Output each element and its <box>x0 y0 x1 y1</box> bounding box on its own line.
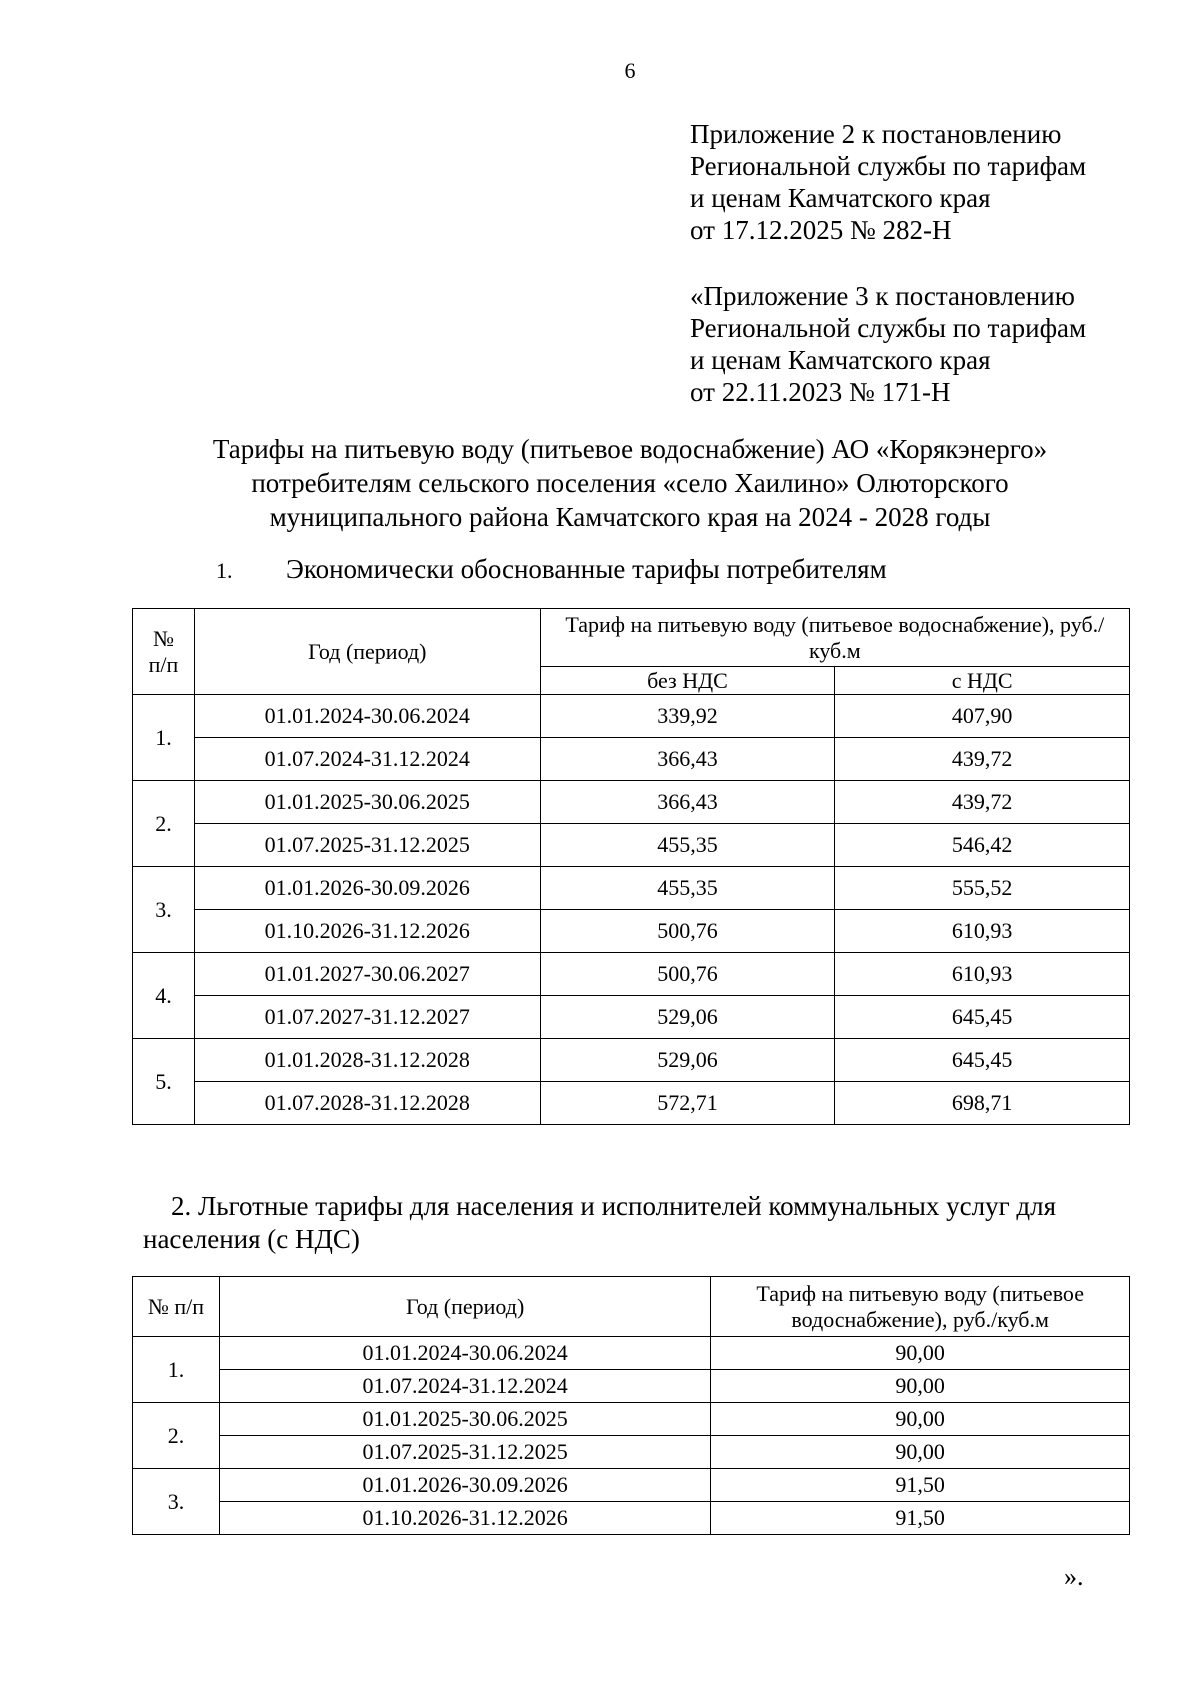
page-number: 6 <box>624 58 636 83</box>
section-2-line: населения (с НДС) <box>143 1224 360 1254</box>
appendix-line: Региональной службы по тарифам <box>690 313 1087 343</box>
tariff-cell: 91,50 <box>711 1469 1130 1502</box>
period-cell: 01.01.2024-30.06.2024 <box>194 695 540 738</box>
row-number: 3. <box>133 1469 220 1535</box>
appendix-line: и ценам Камчатского края <box>690 183 991 213</box>
period-cell: 01.01.2026-30.09.2026 <box>219 1469 710 1502</box>
period-cell: 01.01.2028-31.12.2028 <box>194 1039 540 1082</box>
preferential-tariffs-table <box>132 1276 1130 1535</box>
table-row <box>133 1436 1130 1469</box>
appendix-line: и ценам Камчатского края <box>690 345 991 375</box>
table-row <box>133 1469 1130 1502</box>
tariff-no-vat-cell: 529,06 <box>540 996 835 1039</box>
tariff-no-vat-cell: 339,92 <box>540 695 835 738</box>
table-row <box>133 1082 1130 1125</box>
appendix-line: от 22.11.2023 № 171-Н <box>690 377 951 407</box>
table-row <box>133 953 1130 996</box>
tariff-with-vat-cell: 439,72 <box>835 781 1130 824</box>
table-row <box>133 781 1130 824</box>
header-tariff: Тариф на питьевую воду (питьевое водоснабжение), руб./куб.м <box>711 1277 1130 1337</box>
tariff-cell: 90,00 <box>711 1337 1130 1370</box>
economic-tariffs-table <box>132 608 1130 1125</box>
appendix-line: Региональной службы по тарифам <box>690 151 1087 181</box>
section-title: Экономически обоснованные тарифы потребителям <box>286 554 887 584</box>
tariff-with-vat-cell: 645,45 <box>835 996 1130 1039</box>
period-cell: 01.01.2025-30.06.2025 <box>219 1403 710 1436</box>
section-1-heading <box>216 554 887 585</box>
header-with-vat: с НДС <box>835 667 1130 695</box>
tariff-cell: 90,00 <box>711 1436 1130 1469</box>
period-cell: 01.07.2024-31.12.2024 <box>219 1370 710 1403</box>
tariff-with-vat-cell: 610,93 <box>835 953 1130 996</box>
period-cell: 01.01.2026-30.09.2026 <box>194 867 540 910</box>
header-period: Год (период) <box>219 1277 710 1337</box>
tariff-with-vat-cell: 645,45 <box>835 1039 1130 1082</box>
table-row <box>133 1370 1130 1403</box>
period-cell: 01.07.2025-31.12.2025 <box>219 1436 710 1469</box>
period-cell: 01.07.2028-31.12.2028 <box>194 1082 540 1125</box>
closing-quote: ». <box>1064 1562 1084 1591</box>
header-number: № п/п <box>133 1277 220 1337</box>
row-number: 3. <box>133 867 195 953</box>
tariff-no-vat-cell: 529,06 <box>540 1039 835 1082</box>
row-number: 1. <box>133 1337 220 1403</box>
header-period: Год (период) <box>194 609 540 695</box>
tariff-with-vat-cell: 407,90 <box>835 695 1130 738</box>
row-number: 1. <box>133 695 195 781</box>
tariff-cell: 90,00 <box>711 1370 1130 1403</box>
title-line: муниципального района Камчатского края на 2024 - 2028 годы <box>269 502 991 532</box>
period-cell: 01.10.2026-31.12.2026 <box>219 1502 710 1535</box>
header-tariff: Тариф на питьевую воду (питьевое водоснабжение), руб./куб.м <box>540 609 1129 667</box>
tariff-no-vat-cell: 366,43 <box>540 781 835 824</box>
tariff-with-vat-cell: 439,72 <box>835 738 1130 781</box>
title-line: Тарифы на питьевую воду (питьевое водоснабжение) АО «Корякэнерго» <box>212 434 1048 464</box>
appendix-line: Приложение 2 к постановлению <box>690 119 1062 149</box>
section-2-heading <box>143 1190 1133 1256</box>
tariff-with-vat-cell: 610,93 <box>835 910 1130 953</box>
table-row <box>133 996 1130 1039</box>
period-cell: 01.01.2024-30.06.2024 <box>219 1337 710 1370</box>
period-cell: 01.01.2025-30.06.2025 <box>194 781 540 824</box>
tariff-no-vat-cell: 500,76 <box>540 910 835 953</box>
tariff-with-vat-cell: 698,71 <box>835 1082 1130 1125</box>
tariff-no-vat-cell: 572,71 <box>540 1082 835 1125</box>
appendix-line: от 17.12.2025 № 282-Н <box>690 215 952 245</box>
section-number: 1. <box>216 558 233 583</box>
period-cell: 01.01.2027-30.06.2027 <box>194 953 540 996</box>
tariff-cell: 91,50 <box>711 1502 1130 1535</box>
document-title <box>130 432 1130 534</box>
appendix-reference-old <box>690 280 1086 408</box>
tariff-no-vat-cell: 500,76 <box>540 953 835 996</box>
period-cell: 01.07.2024-31.12.2024 <box>194 738 540 781</box>
header-no-vat: без НДС <box>540 667 835 695</box>
period-cell: 01.07.2027-31.12.2027 <box>194 996 540 1039</box>
table-row <box>133 695 1130 738</box>
period-cell: 01.07.2025-31.12.2025 <box>194 824 540 867</box>
header-number: № п/п <box>133 609 195 695</box>
appendix-reference-new <box>690 118 1086 246</box>
table-row <box>133 1502 1130 1535</box>
table-row <box>133 1403 1130 1436</box>
row-number: 4. <box>133 953 195 1039</box>
table-row <box>133 824 1130 867</box>
period-cell: 01.10.2026-31.12.2026 <box>194 910 540 953</box>
appendix-line: «Приложение 3 к постановлению <box>690 281 1075 311</box>
row-number: 5. <box>133 1039 195 1125</box>
table-row <box>133 867 1130 910</box>
tariff-with-vat-cell: 546,42 <box>835 824 1130 867</box>
title-line: потребителям сельского поселения «село Хаилино» Олюторского <box>251 468 1009 498</box>
table-row <box>133 738 1130 781</box>
tariff-no-vat-cell: 455,35 <box>540 824 835 867</box>
table-row <box>133 1039 1130 1082</box>
table-row <box>133 1337 1130 1370</box>
tariff-with-vat-cell: 555,52 <box>835 867 1130 910</box>
row-number: 2. <box>133 781 195 867</box>
tariff-cell: 90,00 <box>711 1403 1130 1436</box>
table-row <box>133 910 1130 953</box>
section-2-line: 2. Льготные тарифы для населения и исполнителей коммунальных услуг для <box>171 1191 1057 1221</box>
tariff-no-vat-cell: 366,43 <box>540 738 835 781</box>
row-number: 2. <box>133 1403 220 1469</box>
tariff-no-vat-cell: 455,35 <box>540 867 835 910</box>
